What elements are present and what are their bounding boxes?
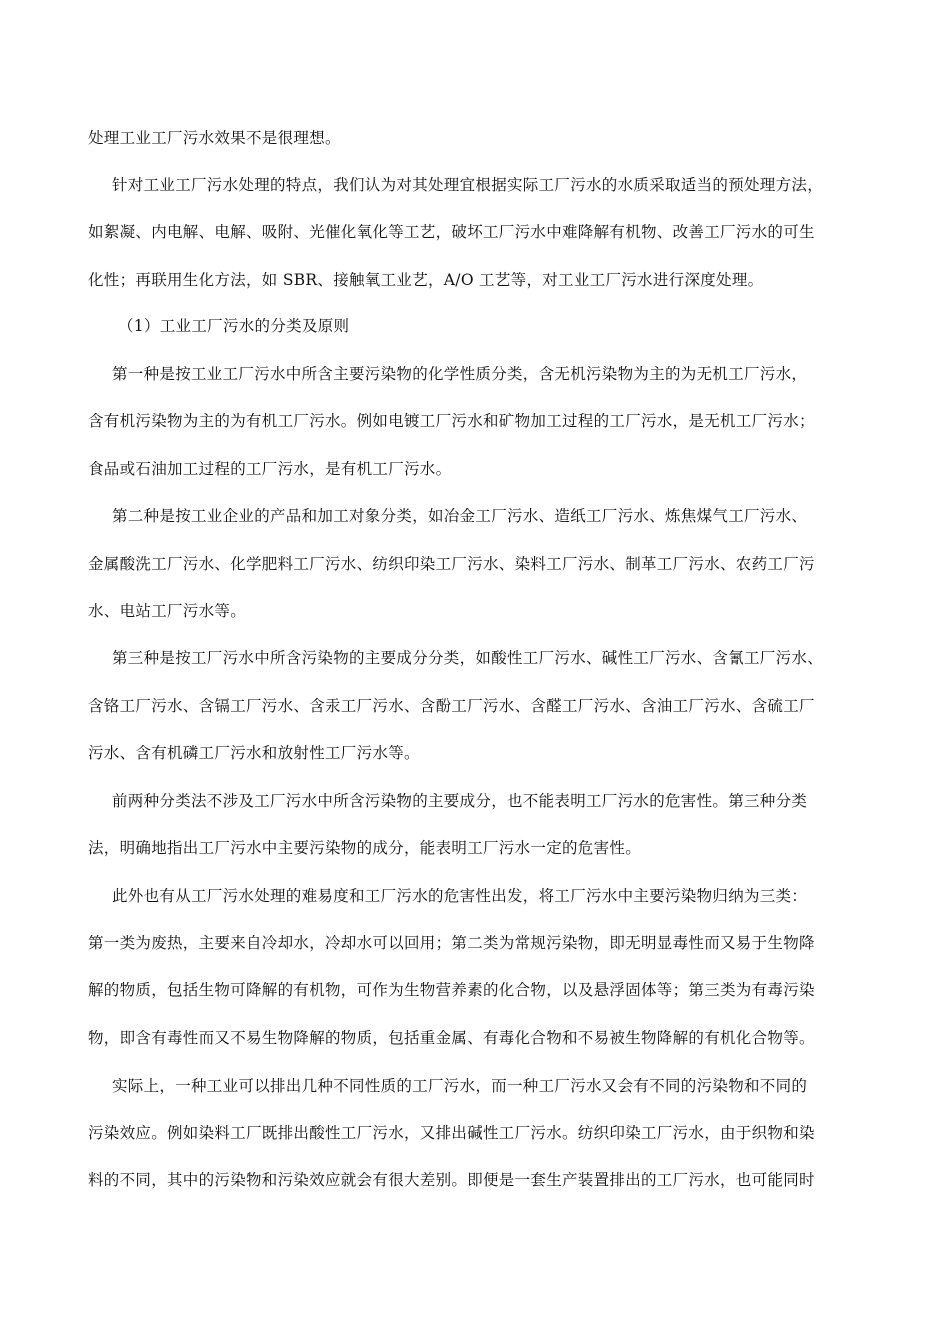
paragraph-start: 第一种是按工业工厂污水中所含主要污染物的化学性质分类，含无机污染物为主的为无机工厂污水，	[112, 365, 808, 383]
paragraph-start: 针对工业工厂污水处理的特点，我们认为对其处理宜根据实际工厂污水的水质采取适当的预处理方法，	[112, 176, 824, 194]
section-heading: （1）工业工厂污水的分类及原则	[118, 317, 350, 335]
paragraph-start: 此外也有从工厂污水处理的难易度和工厂污水的危害性出发，将工厂污水中主要污染物归纳为三类：	[112, 887, 808, 905]
text-line: 料的不同，其中的污染物和污染效应就会有很大差别。即便是一套生产装置排出的工厂污水，也可能同时	[88, 1171, 815, 1189]
text-line: 含有机污染物为主的为有机工厂污水。例如电镀工厂污水和矿物加工过程的工厂污水，是无机工厂污水；	[88, 412, 815, 430]
text-line: 物，即含有毒性而又不易生物降解的物质，包括重金属、有毒化合物和不易被生物降解的有机化合物等。	[88, 1029, 815, 1047]
text-line: 化性；再联用生化方法，如 SBR、接触氧工业艺，A/O 工艺等，对工业工厂污水进行深度处理。	[88, 271, 764, 289]
text-line: 如絮凝、内电解、电解、吸附、光催化氧化等工艺，破坏工厂污水中难降解有机物、改善工厂污水的可生	[88, 223, 815, 241]
text-line: 食品或石油加工过程的工厂污水，是有机工厂污水。	[88, 460, 452, 478]
text-line: 水、电站工厂污水等。	[88, 602, 247, 620]
text-line: 污水、含有机磷工厂污水和放射性工厂污水等。	[88, 744, 420, 762]
text-line: 含铬工厂污水、含镉工厂污水、含汞工厂污水、含酚工厂污水、含醛工厂污水、含油工厂污水、含硫工厂	[88, 697, 815, 715]
text-line: 金属酸洗工厂污水、化学肥料工厂污水、纺织印染工厂污水、染料工厂污水、制革工厂污水、农药工厂污	[88, 555, 815, 573]
text-line: 解的物质，包括生物可降解的有机物，可作为生物营养素的化合物，以及悬浮固体等；第三类为有毒污染	[88, 981, 815, 999]
text-line: 第一类为废热，主要来自冷却水，冷却水可以回用；第二类为常规污染物，即无明显毒性而又易于生物降	[88, 934, 815, 952]
paragraph-start: 第二种是按工业企业的产品和加工对象分类，如冶金工厂污水、造纸工厂污水、炼焦煤气工厂污水、	[112, 507, 808, 525]
paragraph-start: 实际上，一种工业可以排出几种不同性质的工厂污水，而一种工厂污水又会有不同的污染物和不同的	[112, 1077, 808, 1095]
text-line: 法，明确地指出工厂污水中主要污染物的成分，能表明工厂污水一定的危害性。	[88, 839, 642, 857]
paragraph-start: 前两种分类法不涉及工厂污水中所含污染物的主要成分，也不能表明工厂污水的危害性。第三种分类	[112, 792, 808, 810]
text-line: 污染效应。例如染料工厂既排出酸性工厂污水，又排出碱性工厂污水。纺织印染工厂污水，由于织物和染	[88, 1124, 815, 1142]
text-line: 处理工业工厂污水效果不是很理想。	[88, 129, 341, 147]
paragraph-start: 第三种是按工厂污水中所含污染物的主要成分分类，如酸性工厂污水、碱性工厂污水、含氰工厂污水、	[112, 649, 824, 667]
